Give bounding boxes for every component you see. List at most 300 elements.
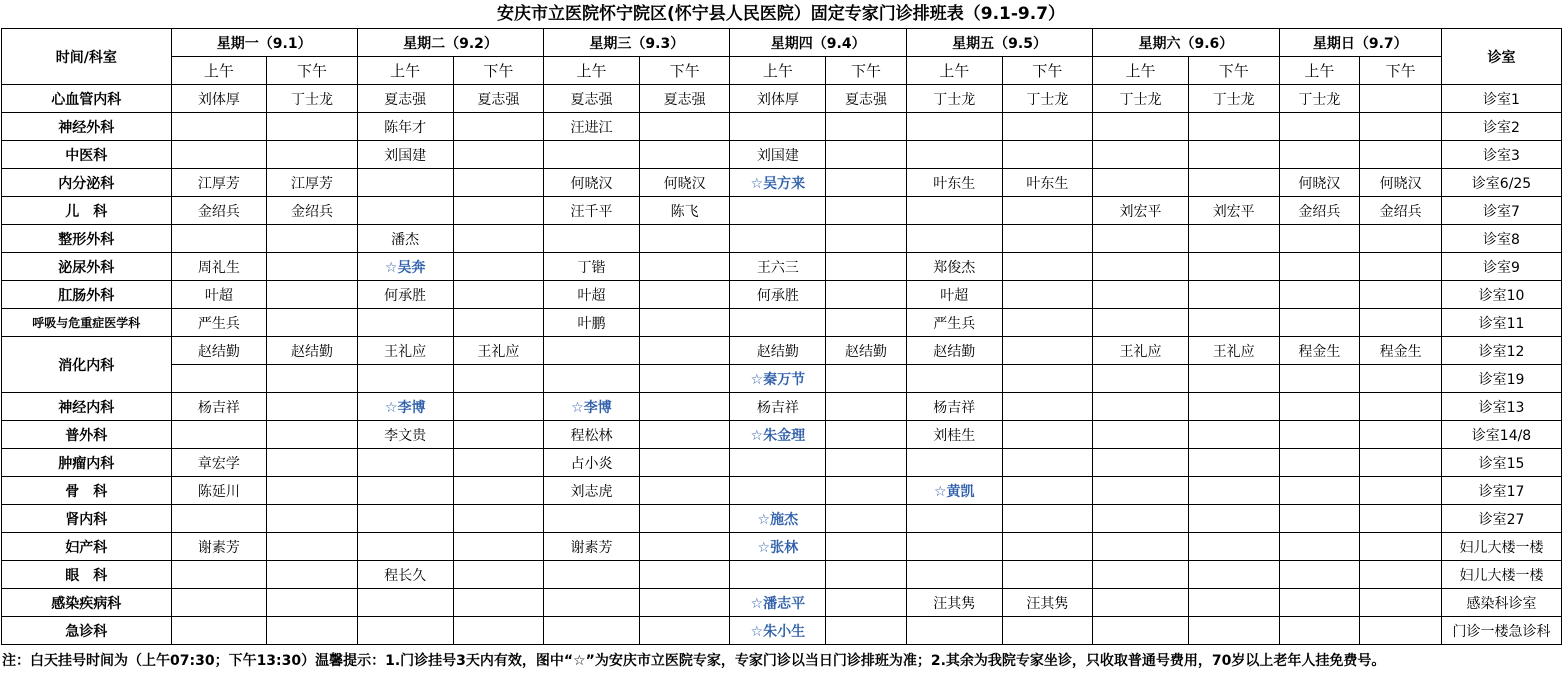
- doctor-cell: [453, 505, 544, 533]
- doctor-cell: 陈延川: [171, 477, 267, 505]
- doctor-cell: ☆黄凯: [906, 477, 1002, 505]
- doctor-cell: [1188, 113, 1279, 141]
- table-row: [2, 309, 1562, 337]
- table-row: [2, 561, 1562, 589]
- doctor-cell: [453, 617, 544, 645]
- doctor-cell: 赵结勤: [826, 337, 907, 365]
- room-cell: 诊室10: [1442, 281, 1562, 309]
- doctor-cell: [1188, 169, 1279, 197]
- header-room: 诊室: [1442, 29, 1562, 85]
- doctor-cell: [1279, 281, 1360, 309]
- doctor-cell: [1002, 113, 1093, 141]
- doctor-cell: 丁士龙: [1279, 85, 1360, 113]
- room-cell: 感染科诊室: [1442, 589, 1562, 617]
- footer-note: 注：白天挂号时间为（上午07:30；下午13:30）温馨提示：1.门诊挂号3天内有效，图中“☆”为安庆市立医院专家，专家门诊以当日门诊排班为准；2.其余为我院专家坐诊，只收取普通号费用，70岁以上老年人挂免费号。: [2, 653, 1386, 669]
- doctor-cell: 潘杰: [357, 225, 453, 253]
- doctor-cell: [1188, 477, 1279, 505]
- doctor-cell: [544, 505, 640, 533]
- doctor-cell: [730, 477, 826, 505]
- doctor-cell: 刘国建: [730, 141, 826, 169]
- table-row: [2, 85, 1562, 113]
- doctor-cell: 汪千平: [544, 197, 640, 225]
- doctor-cell: [826, 477, 907, 505]
- header-period-pm: 下午: [639, 57, 730, 85]
- doctor-cell: [1360, 477, 1442, 505]
- doctor-cell: [1093, 561, 1189, 589]
- doctor-cell: [906, 113, 1002, 141]
- doctor-cell: [906, 141, 1002, 169]
- doctor-cell: [1360, 225, 1442, 253]
- doctor-cell: 刘体厚: [171, 85, 267, 113]
- doctor-cell: 章宏学: [171, 449, 267, 477]
- table-row: [2, 197, 1562, 225]
- doctor-cell: [267, 113, 358, 141]
- doctor-cell: [453, 365, 544, 393]
- doctor-cell: [1360, 309, 1442, 337]
- doctor-cell: [1188, 141, 1279, 169]
- header-period-am: 上午: [1279, 57, 1360, 85]
- doctor-cell: 刘国建: [357, 141, 453, 169]
- header-period-am: 上午: [171, 57, 267, 85]
- table-row: [2, 533, 1562, 561]
- header-period-pm: 下午: [826, 57, 907, 85]
- doctor-cell: [171, 225, 267, 253]
- doctor-cell: [826, 449, 907, 477]
- doctor-cell: [826, 113, 907, 141]
- doctor-cell: [1093, 589, 1189, 617]
- doctor-cell: [1002, 141, 1093, 169]
- doctor-cell: [906, 561, 1002, 589]
- doctor-cell: [730, 113, 826, 141]
- doctor-cell: 叶东生: [1002, 169, 1093, 197]
- header-day-mon: 星期一（9.1）: [171, 29, 357, 57]
- doctor-cell: [453, 561, 544, 589]
- doctor-cell: ☆朱金理: [730, 421, 826, 449]
- room-cell: 诊室1: [1442, 85, 1562, 113]
- doctor-cell: [1188, 505, 1279, 533]
- header-day-thu: 星期四（9.4）: [730, 29, 906, 57]
- doctor-cell: [730, 309, 826, 337]
- department-cell: 泌尿外科: [2, 253, 172, 281]
- doctor-cell: [1093, 617, 1189, 645]
- doctor-cell: [639, 617, 730, 645]
- doctor-cell: [1360, 141, 1442, 169]
- header-day-fri: 星期五（9.5）: [906, 29, 1092, 57]
- doctor-cell: [826, 253, 907, 281]
- doctor-cell: 叶东生: [906, 169, 1002, 197]
- doctor-cell: [639, 421, 730, 449]
- table-row: [2, 169, 1562, 197]
- doctor-cell: [1360, 281, 1442, 309]
- doctor-cell: 汪其隽: [1002, 589, 1093, 617]
- doctor-cell: [1360, 365, 1442, 393]
- department-cell: 妇产科: [2, 533, 172, 561]
- doctor-cell: 金绍兵: [1279, 197, 1360, 225]
- doctor-cell: [826, 169, 907, 197]
- doctor-cell: [826, 589, 907, 617]
- doctor-cell: [826, 561, 907, 589]
- doctor-cell: [639, 561, 730, 589]
- doctor-cell: [544, 365, 640, 393]
- doctor-cell: [1002, 617, 1093, 645]
- doctor-cell: [267, 421, 358, 449]
- doctor-cell: [1188, 253, 1279, 281]
- doctor-cell: [1002, 477, 1093, 505]
- header-day-sun: 星期日（9.7）: [1279, 29, 1442, 57]
- doctor-cell: [730, 197, 826, 225]
- table-row: [2, 365, 1562, 393]
- doctor-cell: [1002, 197, 1093, 225]
- doctor-cell: [453, 533, 544, 561]
- doctor-cell: 程松林: [544, 421, 640, 449]
- doctor-cell: [639, 253, 730, 281]
- doctor-cell: ☆施杰: [730, 505, 826, 533]
- doctor-cell: [357, 197, 453, 225]
- doctor-cell: 谢素芳: [544, 533, 640, 561]
- doctor-cell: [1279, 309, 1360, 337]
- doctor-cell: [267, 505, 358, 533]
- room-cell: 诊室19: [1442, 365, 1562, 393]
- doctor-cell: [826, 225, 907, 253]
- doctor-cell: [171, 589, 267, 617]
- doctor-cell: 严生兵: [171, 309, 267, 337]
- doctor-cell: 叶超: [544, 281, 640, 309]
- doctor-cell: ☆潘志平: [730, 589, 826, 617]
- doctor-cell: [1188, 449, 1279, 477]
- doctor-cell: 何晓汉: [639, 169, 730, 197]
- doctor-cell: 何晓汉: [1279, 169, 1360, 197]
- doctor-cell: 丁士龙: [1093, 85, 1189, 113]
- header-day-wed: 星期三（9.3）: [544, 29, 730, 57]
- table-row: [2, 141, 1562, 169]
- doctor-cell: [357, 589, 453, 617]
- doctor-cell: [453, 253, 544, 281]
- doctor-cell: [544, 589, 640, 617]
- doctor-cell: ☆李博: [357, 393, 453, 421]
- doctor-cell: [1188, 617, 1279, 645]
- doctor-cell: [357, 477, 453, 505]
- doctor-cell: [1279, 617, 1360, 645]
- doctor-cell: 夏志强: [826, 85, 907, 113]
- doctor-cell: [453, 421, 544, 449]
- doctor-cell: [826, 197, 907, 225]
- doctor-cell: [544, 337, 640, 365]
- doctor-cell: 刘桂生: [906, 421, 1002, 449]
- doctor-cell: 丁士龙: [1002, 85, 1093, 113]
- doctor-cell: [1093, 281, 1189, 309]
- doctor-cell: 赵结勤: [730, 337, 826, 365]
- doctor-cell: [357, 505, 453, 533]
- doctor-cell: [357, 169, 453, 197]
- header-period-am: 上午: [1093, 57, 1189, 85]
- doctor-cell: [267, 281, 358, 309]
- doctor-cell: [1360, 449, 1442, 477]
- doctor-cell: [906, 197, 1002, 225]
- doctor-cell: [171, 561, 267, 589]
- doctor-cell: [1279, 561, 1360, 589]
- doctor-cell: 占小炎: [544, 449, 640, 477]
- doctor-cell: [267, 449, 358, 477]
- doctor-cell: [1188, 561, 1279, 589]
- doctor-cell: [544, 225, 640, 253]
- table-row: [2, 337, 1562, 365]
- doctor-cell: [906, 617, 1002, 645]
- doctor-cell: [1279, 225, 1360, 253]
- header-time-dept: 时间/科室: [2, 29, 172, 85]
- doctor-cell: [1188, 589, 1279, 617]
- doctor-cell: [1093, 225, 1189, 253]
- doctor-cell: 杨吉祥: [171, 393, 267, 421]
- schedule-table: [1, 28, 1562, 645]
- doctor-cell: 何承胜: [730, 281, 826, 309]
- doctor-cell: [1002, 365, 1093, 393]
- doctor-cell: ☆朱小生: [730, 617, 826, 645]
- doctor-cell: [1279, 505, 1360, 533]
- doctor-cell: [171, 141, 267, 169]
- doctor-cell: 程金生: [1360, 337, 1442, 365]
- doctor-cell: ☆李博: [544, 393, 640, 421]
- doctor-cell: [171, 617, 267, 645]
- doctor-cell: [357, 309, 453, 337]
- doctor-cell: 杨吉祥: [730, 393, 826, 421]
- department-cell: 中医科: [2, 141, 172, 169]
- doctor-cell: [1360, 589, 1442, 617]
- doctor-cell: [826, 281, 907, 309]
- doctor-cell: [1002, 309, 1093, 337]
- doctor-cell: [1360, 561, 1442, 589]
- header-period-pm: 下午: [1360, 57, 1442, 85]
- doctor-cell: [639, 533, 730, 561]
- doctor-cell: 丁士龙: [1188, 85, 1279, 113]
- doctor-cell: 王礼应: [453, 337, 544, 365]
- doctor-cell: 夏志强: [639, 85, 730, 113]
- doctor-cell: [826, 533, 907, 561]
- doctor-cell: [1279, 449, 1360, 477]
- doctor-cell: 何晓汉: [1360, 169, 1442, 197]
- room-cell: 诊室3: [1442, 141, 1562, 169]
- doctor-cell: [1188, 393, 1279, 421]
- room-cell: 妇儿大楼一楼: [1442, 561, 1562, 589]
- header-period-am: 上午: [730, 57, 826, 85]
- doctor-cell: 陈年才: [357, 113, 453, 141]
- header-period-am: 上午: [357, 57, 453, 85]
- doctor-cell: 刘宏平: [1188, 197, 1279, 225]
- doctor-cell: [357, 365, 453, 393]
- doctor-cell: 赵结勤: [171, 337, 267, 365]
- doctor-cell: [826, 617, 907, 645]
- doctor-cell: 叶超: [906, 281, 1002, 309]
- doctor-cell: 郑俊杰: [906, 253, 1002, 281]
- room-cell: 诊室12: [1442, 337, 1562, 365]
- department-cell: 神经内科: [2, 393, 172, 421]
- doctor-cell: [639, 505, 730, 533]
- doctor-cell: 王礼应: [1093, 337, 1189, 365]
- doctor-cell: [730, 449, 826, 477]
- doctor-cell: [1093, 253, 1189, 281]
- doctor-cell: [906, 449, 1002, 477]
- doctor-cell: [826, 421, 907, 449]
- doctor-cell: 丁士龙: [906, 85, 1002, 113]
- doctor-cell: [267, 617, 358, 645]
- doctor-cell: [453, 477, 544, 505]
- doctor-cell: 周礼生: [171, 253, 267, 281]
- doctor-cell: [357, 449, 453, 477]
- doctor-cell: [639, 449, 730, 477]
- doctor-cell: [1360, 421, 1442, 449]
- header-period-am: 上午: [544, 57, 640, 85]
- doctor-cell: 王礼应: [357, 337, 453, 365]
- doctor-cell: 程金生: [1279, 337, 1360, 365]
- table-row: [2, 113, 1562, 141]
- doctor-cell: [826, 393, 907, 421]
- doctor-cell: 金绍兵: [1360, 197, 1442, 225]
- doctor-cell: 李文贵: [357, 421, 453, 449]
- doctor-cell: [1093, 505, 1189, 533]
- department-cell: 整形外科: [2, 225, 172, 253]
- doctor-cell: [267, 533, 358, 561]
- doctor-cell: ☆吴奔: [357, 253, 453, 281]
- room-cell: 诊室27: [1442, 505, 1562, 533]
- doctor-cell: 赵结勤: [906, 337, 1002, 365]
- header-period-pm: 下午: [1188, 57, 1279, 85]
- doctor-cell: [906, 505, 1002, 533]
- doctor-cell: [1360, 505, 1442, 533]
- doctor-cell: [639, 393, 730, 421]
- doctor-cell: [1002, 281, 1093, 309]
- doctor-cell: [267, 365, 358, 393]
- doctor-cell: [1279, 253, 1360, 281]
- doctor-cell: [1279, 589, 1360, 617]
- department-cell: 普外科: [2, 421, 172, 449]
- doctor-cell: 刘体厚: [730, 85, 826, 113]
- header-period-am: 上午: [906, 57, 1002, 85]
- doctor-cell: [1279, 393, 1360, 421]
- department-cell: 儿 科: [2, 197, 172, 225]
- doctor-cell: [639, 113, 730, 141]
- table-row: [2, 505, 1562, 533]
- header-period-pm: 下午: [453, 57, 544, 85]
- doctor-cell: 刘志虎: [544, 477, 640, 505]
- doctor-cell: [1188, 533, 1279, 561]
- doctor-cell: [639, 589, 730, 617]
- doctor-cell: [1002, 225, 1093, 253]
- header-period-pm: 下午: [267, 57, 358, 85]
- doctor-cell: [906, 365, 1002, 393]
- doctor-cell: [1002, 561, 1093, 589]
- doctor-cell: [1279, 533, 1360, 561]
- doctor-cell: [267, 589, 358, 617]
- table-row: [2, 617, 1562, 645]
- doctor-cell: [730, 561, 826, 589]
- doctor-cell: [453, 197, 544, 225]
- doctor-cell: 丁锴: [544, 253, 640, 281]
- doctor-cell: 汪其隽: [906, 589, 1002, 617]
- doctor-cell: [453, 309, 544, 337]
- room-cell: 诊室15: [1442, 449, 1562, 477]
- doctor-cell: [544, 141, 640, 169]
- header-period-pm: 下午: [1002, 57, 1093, 85]
- table-row: [2, 421, 1562, 449]
- doctor-cell: [639, 477, 730, 505]
- room-cell: 诊室9: [1442, 253, 1562, 281]
- room-cell: 诊室17: [1442, 477, 1562, 505]
- department-cell: 内分泌科: [2, 169, 172, 197]
- doctor-cell: [639, 141, 730, 169]
- department-cell: 急诊科: [2, 617, 172, 645]
- doctor-cell: [171, 113, 267, 141]
- doctor-cell: [1279, 365, 1360, 393]
- department-cell: 骨 科: [2, 477, 172, 505]
- table-row: [2, 589, 1562, 617]
- room-cell: 诊室14/8: [1442, 421, 1562, 449]
- doctor-cell: 叶超: [171, 281, 267, 309]
- doctor-cell: [171, 505, 267, 533]
- doctor-cell: 何晓汉: [544, 169, 640, 197]
- doctor-cell: [639, 225, 730, 253]
- doctor-cell: [1002, 533, 1093, 561]
- doctor-cell: 程长久: [357, 561, 453, 589]
- doctor-cell: [267, 309, 358, 337]
- doctor-cell: [826, 141, 907, 169]
- doctor-cell: [1093, 169, 1189, 197]
- doctor-cell: [453, 589, 544, 617]
- doctor-cell: [826, 309, 907, 337]
- doctor-cell: 严生兵: [906, 309, 1002, 337]
- doctor-cell: [1360, 393, 1442, 421]
- table-row: [2, 253, 1562, 281]
- doctor-cell: 汪进江: [544, 113, 640, 141]
- doctor-cell: [1002, 253, 1093, 281]
- doctor-cell: [453, 393, 544, 421]
- doctor-cell: [171, 421, 267, 449]
- room-cell: 门诊一楼急诊科: [1442, 617, 1562, 645]
- doctor-cell: [544, 561, 640, 589]
- doctor-cell: [1188, 309, 1279, 337]
- doctor-cell: [1093, 477, 1189, 505]
- room-cell: 诊室13: [1442, 393, 1562, 421]
- doctor-cell: [171, 365, 267, 393]
- doctor-cell: [1360, 85, 1442, 113]
- doctor-cell: ☆秦万节: [730, 365, 826, 393]
- doctor-cell: 何承胜: [357, 281, 453, 309]
- room-cell: 诊室11: [1442, 309, 1562, 337]
- doctor-cell: [1093, 309, 1189, 337]
- doctor-cell: [1093, 141, 1189, 169]
- doctor-cell: [826, 505, 907, 533]
- department-cell: 呼吸与危重症医学科: [2, 309, 172, 337]
- doctor-cell: [1360, 113, 1442, 141]
- doctor-cell: 夏志强: [544, 85, 640, 113]
- table-row: [2, 449, 1562, 477]
- doctor-cell: [453, 113, 544, 141]
- page-title: 安庆市立医院怀宁院区(怀宁县人民医院）固定专家门诊排班表（9.1-9.7）: [496, 4, 1066, 24]
- doctor-cell: [1360, 617, 1442, 645]
- doctor-cell: [267, 393, 358, 421]
- doctor-cell: [639, 309, 730, 337]
- doctor-cell: [1279, 477, 1360, 505]
- doctor-cell: 丁士龙: [267, 85, 358, 113]
- doctor-cell: 陈飞: [639, 197, 730, 225]
- table-row: [2, 393, 1562, 421]
- doctor-cell: [639, 337, 730, 365]
- department-cell: 消化内科: [2, 337, 172, 393]
- doctor-cell: [357, 533, 453, 561]
- doctor-cell: [453, 225, 544, 253]
- doctor-cell: [453, 281, 544, 309]
- department-cell: 眼 科: [2, 561, 172, 589]
- doctor-cell: [544, 617, 640, 645]
- doctor-cell: [730, 225, 826, 253]
